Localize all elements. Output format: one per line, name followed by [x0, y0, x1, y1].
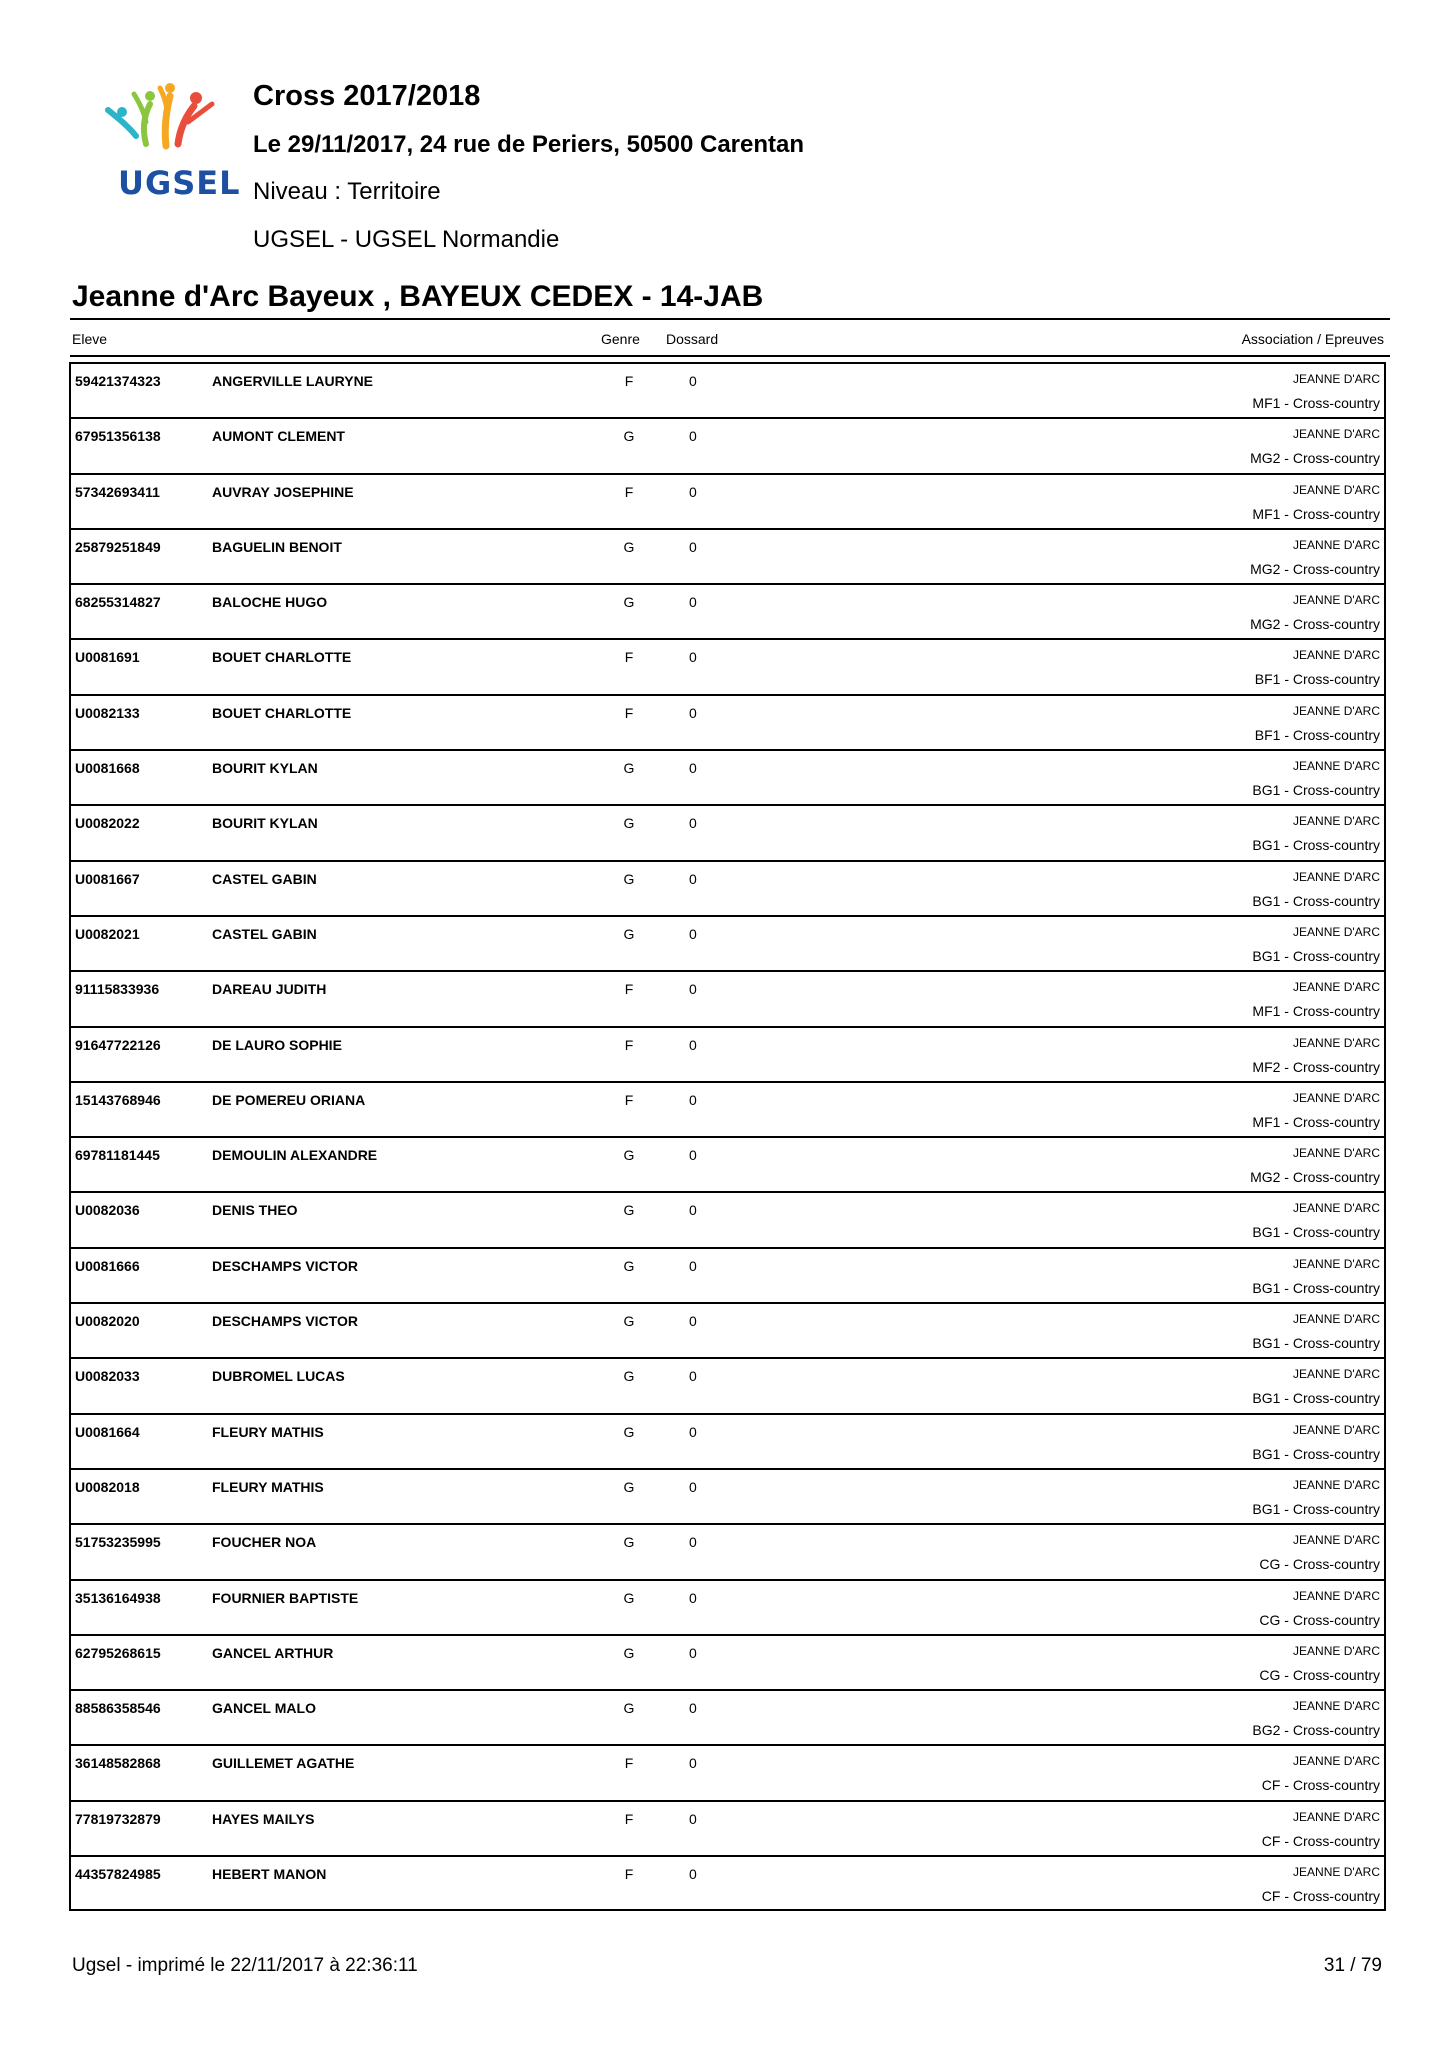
table-row [71, 1746, 1384, 1801]
student-dossard: 0 [689, 815, 697, 832]
student-association: JEANNE D'ARC [1293, 1090, 1380, 1105]
student-id: U0081668 [75, 760, 140, 777]
student-genre: G [623, 1644, 635, 1661]
student-name: FOURNIER BAPTISTE [212, 1589, 359, 1606]
student-dossard: 0 [689, 428, 697, 445]
student-dossard: 0 [689, 483, 697, 500]
student-genre: F [624, 981, 634, 998]
student-id: 57342693411 [75, 483, 160, 500]
student-association: JEANNE D'ARC [1293, 759, 1380, 774]
student-genre: G [623, 1478, 635, 1495]
student-name: FLEURY MATHIS [212, 1423, 324, 1440]
student-epreuve: MG2 - Cross-country [1250, 1169, 1380, 1186]
student-association: JEANNE D'ARC [1293, 869, 1380, 884]
student-name: HAYES MAILYS [212, 1810, 315, 1827]
logo-text: UGSEL [118, 164, 241, 202]
student-id: 35136164938 [75, 1589, 161, 1606]
student-association: JEANNE D'ARC [1293, 1588, 1380, 1603]
table-row [71, 1193, 1384, 1248]
student-epreuve: CF - Cross-country [1261, 1832, 1380, 1849]
student-epreuve: BG1 - Cross-country [1252, 1445, 1380, 1462]
table-row [71, 1415, 1384, 1470]
student-dossard: 0 [689, 1313, 697, 1330]
table-row [71, 1028, 1384, 1083]
student-dossard: 0 [689, 1755, 697, 1772]
student-association: JEANNE D'ARC [1293, 1035, 1380, 1050]
student-genre: F [624, 704, 634, 721]
student-id: 69781181445 [75, 1147, 160, 1164]
participants-table [69, 362, 1386, 1911]
student-epreuve: CG - Cross-country [1259, 1556, 1380, 1573]
student-association: JEANNE D'ARC [1293, 593, 1380, 608]
student-id: 15143768946 [75, 1091, 161, 1108]
student-genre: F [624, 649, 634, 666]
student-genre: F [624, 373, 634, 389]
student-dossard: 0 [689, 1036, 697, 1053]
student-name: FLEURY MATHIS [212, 1478, 324, 1495]
student-genre: G [623, 538, 635, 555]
table-row [71, 1525, 1384, 1580]
student-genre: G [623, 1257, 635, 1274]
table-row [71, 696, 1384, 751]
student-epreuve: BG1 - Cross-country [1252, 837, 1380, 854]
student-epreuve: MG2 - Cross-country [1250, 450, 1380, 467]
student-dossard: 0 [689, 870, 697, 887]
student-id: 44357824985 [75, 1866, 161, 1883]
student-association: JEANNE D'ARC [1293, 482, 1380, 497]
student-association: JEANNE D'ARC [1293, 1422, 1380, 1437]
table-row [71, 1802, 1384, 1857]
student-epreuve: MF1 - Cross-country [1252, 1003, 1380, 1020]
student-id: 25879251849 [75, 538, 161, 555]
student-epreuve: BF1 - Cross-country [1254, 671, 1380, 688]
student-genre: F [624, 1866, 634, 1883]
table-row [71, 1249, 1384, 1304]
student-id: 91647722126 [75, 1036, 161, 1053]
student-genre: G [623, 1202, 635, 1219]
column-header-association: Association / Epreuves [1241, 331, 1384, 347]
table-row [71, 1636, 1384, 1691]
student-id: 77819732879 [75, 1810, 161, 1827]
student-dossard: 0 [689, 1866, 697, 1883]
student-name: ANGERVILLE LAURYNE [212, 373, 374, 389]
student-association: JEANNE D'ARC [1293, 427, 1380, 442]
student-id: U0082033 [75, 1368, 140, 1385]
student-name: GUILLEMET AGATHE [212, 1755, 355, 1772]
student-id: U0081691 [75, 649, 140, 666]
student-genre: F [624, 1755, 634, 1772]
student-name: DUBROMEL LUCAS [212, 1368, 345, 1385]
student-association: JEANNE D'ARC [1293, 372, 1380, 386]
student-epreuve: BG1 - Cross-country [1252, 1224, 1380, 1241]
table-row [71, 1359, 1384, 1414]
student-id: 91115833936 [75, 981, 160, 998]
student-epreuve: BG1 - Cross-country [1252, 1500, 1380, 1517]
student-id: U0081666 [75, 1257, 140, 1274]
student-dossard: 0 [689, 538, 697, 555]
student-association: JEANNE D'ARC [1293, 1865, 1380, 1880]
student-name: AUVRAY JOSEPHINE [212, 483, 354, 500]
student-dossard: 0 [689, 1147, 697, 1164]
student-epreuve: BG1 - Cross-country [1252, 782, 1380, 799]
student-name: BOUET CHARLOTTE [212, 649, 352, 666]
table-row [71, 1138, 1384, 1193]
student-genre: F [624, 1810, 634, 1827]
student-id: U0082133 [75, 704, 140, 721]
student-name: BAGUELIN BENOIT [212, 538, 342, 555]
student-dossard: 0 [689, 1644, 697, 1661]
student-name: DAREAU JUDITH [212, 981, 327, 998]
student-dossard: 0 [689, 1589, 697, 1606]
student-id: 62795268615 [75, 1644, 161, 1661]
student-dossard: 0 [689, 1257, 697, 1274]
table-row [71, 1470, 1384, 1525]
student-genre: G [623, 815, 635, 832]
student-genre: G [623, 1589, 635, 1606]
table-row [71, 1581, 1384, 1636]
event-level: Niveau : Territoire [253, 178, 441, 205]
school-divider [70, 318, 1390, 320]
student-association: JEANNE D'ARC [1293, 814, 1380, 829]
student-dossard: 0 [689, 1202, 697, 1219]
table-row [71, 1691, 1384, 1746]
student-id: U0082020 [75, 1313, 140, 1330]
student-genre: G [623, 428, 635, 445]
student-genre: F [624, 1036, 634, 1053]
student-epreuve: BF1 - Cross-country [1254, 726, 1380, 743]
student-id: 36148582868 [75, 1755, 161, 1772]
student-name: DENIS THEO [212, 1202, 298, 1219]
student-dossard: 0 [689, 760, 697, 777]
student-genre: G [623, 925, 635, 942]
table-row [71, 751, 1384, 806]
table-row [71, 862, 1384, 917]
table-row [71, 364, 1384, 419]
student-genre: G [623, 1368, 635, 1385]
student-id: 51753235995 [75, 1534, 161, 1551]
student-epreuve: BG2 - Cross-country [1252, 1722, 1380, 1739]
table-row [71, 1304, 1384, 1359]
student-genre: F [624, 483, 634, 500]
student-association: JEANNE D'ARC [1293, 537, 1380, 552]
student-dossard: 0 [689, 981, 697, 998]
student-id: U0082022 [75, 815, 140, 832]
student-id: U0081664 [75, 1423, 140, 1440]
ugsel-figures-icon [100, 82, 230, 162]
student-epreuve: CG - Cross-country [1259, 1611, 1380, 1628]
student-genre: G [623, 1313, 635, 1330]
student-name: HEBERT MANON [212, 1866, 327, 1883]
student-name: GANCEL MALO [212, 1700, 316, 1717]
student-dossard: 0 [689, 1700, 697, 1717]
student-epreuve: CG - Cross-country [1259, 1666, 1380, 1683]
student-dossard: 0 [689, 1534, 697, 1551]
student-name: BOURIT KYLAN [212, 815, 318, 832]
student-epreuve: BG1 - Cross-country [1252, 1279, 1380, 1296]
student-name: CASTEL GABIN [212, 870, 317, 887]
student-dossard: 0 [689, 373, 697, 389]
table-row [71, 419, 1384, 474]
student-association: JEANNE D'ARC [1293, 980, 1380, 995]
student-id: 88586358546 [75, 1700, 161, 1717]
student-epreuve: MF2 - Cross-country [1252, 1058, 1380, 1075]
student-name: DESCHAMPS VICTOR [212, 1257, 358, 1274]
student-name: DESCHAMPS VICTOR [212, 1313, 358, 1330]
student-id: 68255314827 [75, 594, 161, 611]
student-association: JEANNE D'ARC [1293, 1754, 1380, 1769]
student-name: CASTEL GABIN [212, 925, 317, 942]
event-title: Cross 2017/2018 [253, 80, 481, 112]
student-epreuve: CF - Cross-country [1261, 1888, 1380, 1905]
student-dossard: 0 [689, 649, 697, 666]
student-genre: G [623, 594, 635, 611]
student-epreuve: BG1 - Cross-country [1252, 1390, 1380, 1407]
student-genre: G [623, 1534, 635, 1551]
student-epreuve: BG1 - Cross-country [1252, 892, 1380, 909]
student-name: DE POMEREU ORIANA [212, 1091, 366, 1108]
student-association: JEANNE D'ARC [1293, 1367, 1380, 1382]
ugsel-logo [100, 82, 240, 202]
table-row [71, 1857, 1384, 1912]
page-number: 31 / 79 [1323, 1955, 1382, 1976]
student-id: U0082018 [75, 1478, 140, 1495]
student-genre: G [623, 1147, 635, 1164]
student-id: U0082036 [75, 1202, 140, 1219]
student-id: U0082021 [75, 925, 140, 942]
student-epreuve: CF - Cross-country [1261, 1777, 1380, 1794]
student-epreuve: MF1 - Cross-country [1252, 395, 1380, 411]
student-epreuve: MF1 - Cross-country [1252, 1113, 1380, 1130]
student-id: U0081667 [75, 870, 140, 887]
student-epreuve: BG1 - Cross-country [1252, 1335, 1380, 1352]
student-dossard: 0 [689, 1810, 697, 1827]
student-association: JEANNE D'ARC [1293, 1533, 1380, 1548]
student-dossard: 0 [689, 925, 697, 942]
student-dossard: 0 [689, 704, 697, 721]
student-name: GANCEL ARTHUR [212, 1644, 334, 1661]
table-row [71, 530, 1384, 585]
table-row [71, 640, 1384, 695]
student-association: JEANNE D'ARC [1293, 1312, 1380, 1327]
student-name: AUMONT CLEMENT [212, 428, 345, 445]
event-organisation: UGSEL - UGSEL Normandie [253, 226, 560, 253]
event-date-location: Le 29/11/2017, 24 rue de Periers, 50500 Carentan [253, 131, 805, 158]
student-dossard: 0 [689, 1423, 697, 1440]
student-name: DE LAURO SOPHIE [212, 1036, 342, 1053]
column-header-genre: Genre [601, 331, 640, 347]
student-name: DEMOULIN ALEXANDRE [212, 1147, 378, 1164]
student-association: JEANNE D'ARC [1293, 1256, 1380, 1271]
student-name: BOUET CHARLOTTE [212, 704, 352, 721]
student-name: BOURIT KYLAN [212, 760, 318, 777]
table-row [71, 806, 1384, 861]
table-row [71, 1083, 1384, 1138]
student-association: JEANNE D'ARC [1293, 1477, 1380, 1492]
table-row [71, 585, 1384, 640]
student-id: 67951356138 [75, 428, 161, 445]
column-header-dossard: Dossard [666, 331, 719, 347]
header-divider [70, 355, 1390, 357]
student-epreuve: BG1 - Cross-country [1252, 947, 1380, 964]
student-association: JEANNE D'ARC [1293, 1146, 1380, 1161]
student-genre: G [623, 1700, 635, 1717]
school-title: Jeanne d'Arc Bayeux , BAYEUX CEDEX - 14-JAB [72, 280, 764, 313]
column-header-eleve: Eleve [72, 331, 108, 347]
student-dossard: 0 [689, 1368, 697, 1385]
student-association: JEANNE D'ARC [1293, 1809, 1380, 1824]
table-row [71, 972, 1384, 1027]
student-name: BALOCHE HUGO [212, 594, 328, 611]
student-genre: G [623, 1423, 635, 1440]
student-name: FOUCHER NOA [212, 1534, 317, 1551]
table-row [71, 917, 1384, 972]
student-epreuve: MF1 - Cross-country [1252, 505, 1380, 522]
student-dossard: 0 [689, 1091, 697, 1108]
student-association: JEANNE D'ARC [1293, 703, 1380, 718]
student-association: JEANNE D'ARC [1293, 648, 1380, 663]
student-dossard: 0 [689, 594, 697, 611]
student-epreuve: MG2 - Cross-country [1250, 560, 1380, 577]
table-row [71, 475, 1384, 530]
student-genre: G [623, 870, 635, 887]
student-id: 59421374323 [75, 373, 161, 389]
student-epreuve: MG2 - Cross-country [1250, 616, 1380, 633]
student-association: JEANNE D'ARC [1293, 1643, 1380, 1658]
student-association: JEANNE D'ARC [1293, 1201, 1380, 1216]
student-association: JEANNE D'ARC [1293, 924, 1380, 939]
student-association: JEANNE D'ARC [1293, 1699, 1380, 1714]
student-dossard: 0 [689, 1478, 697, 1495]
student-genre: F [624, 1091, 634, 1108]
student-genre: G [623, 760, 635, 777]
print-timestamp: Ugsel - imprimé le 22/11/2017 à 22:36:11 [72, 1955, 418, 1976]
